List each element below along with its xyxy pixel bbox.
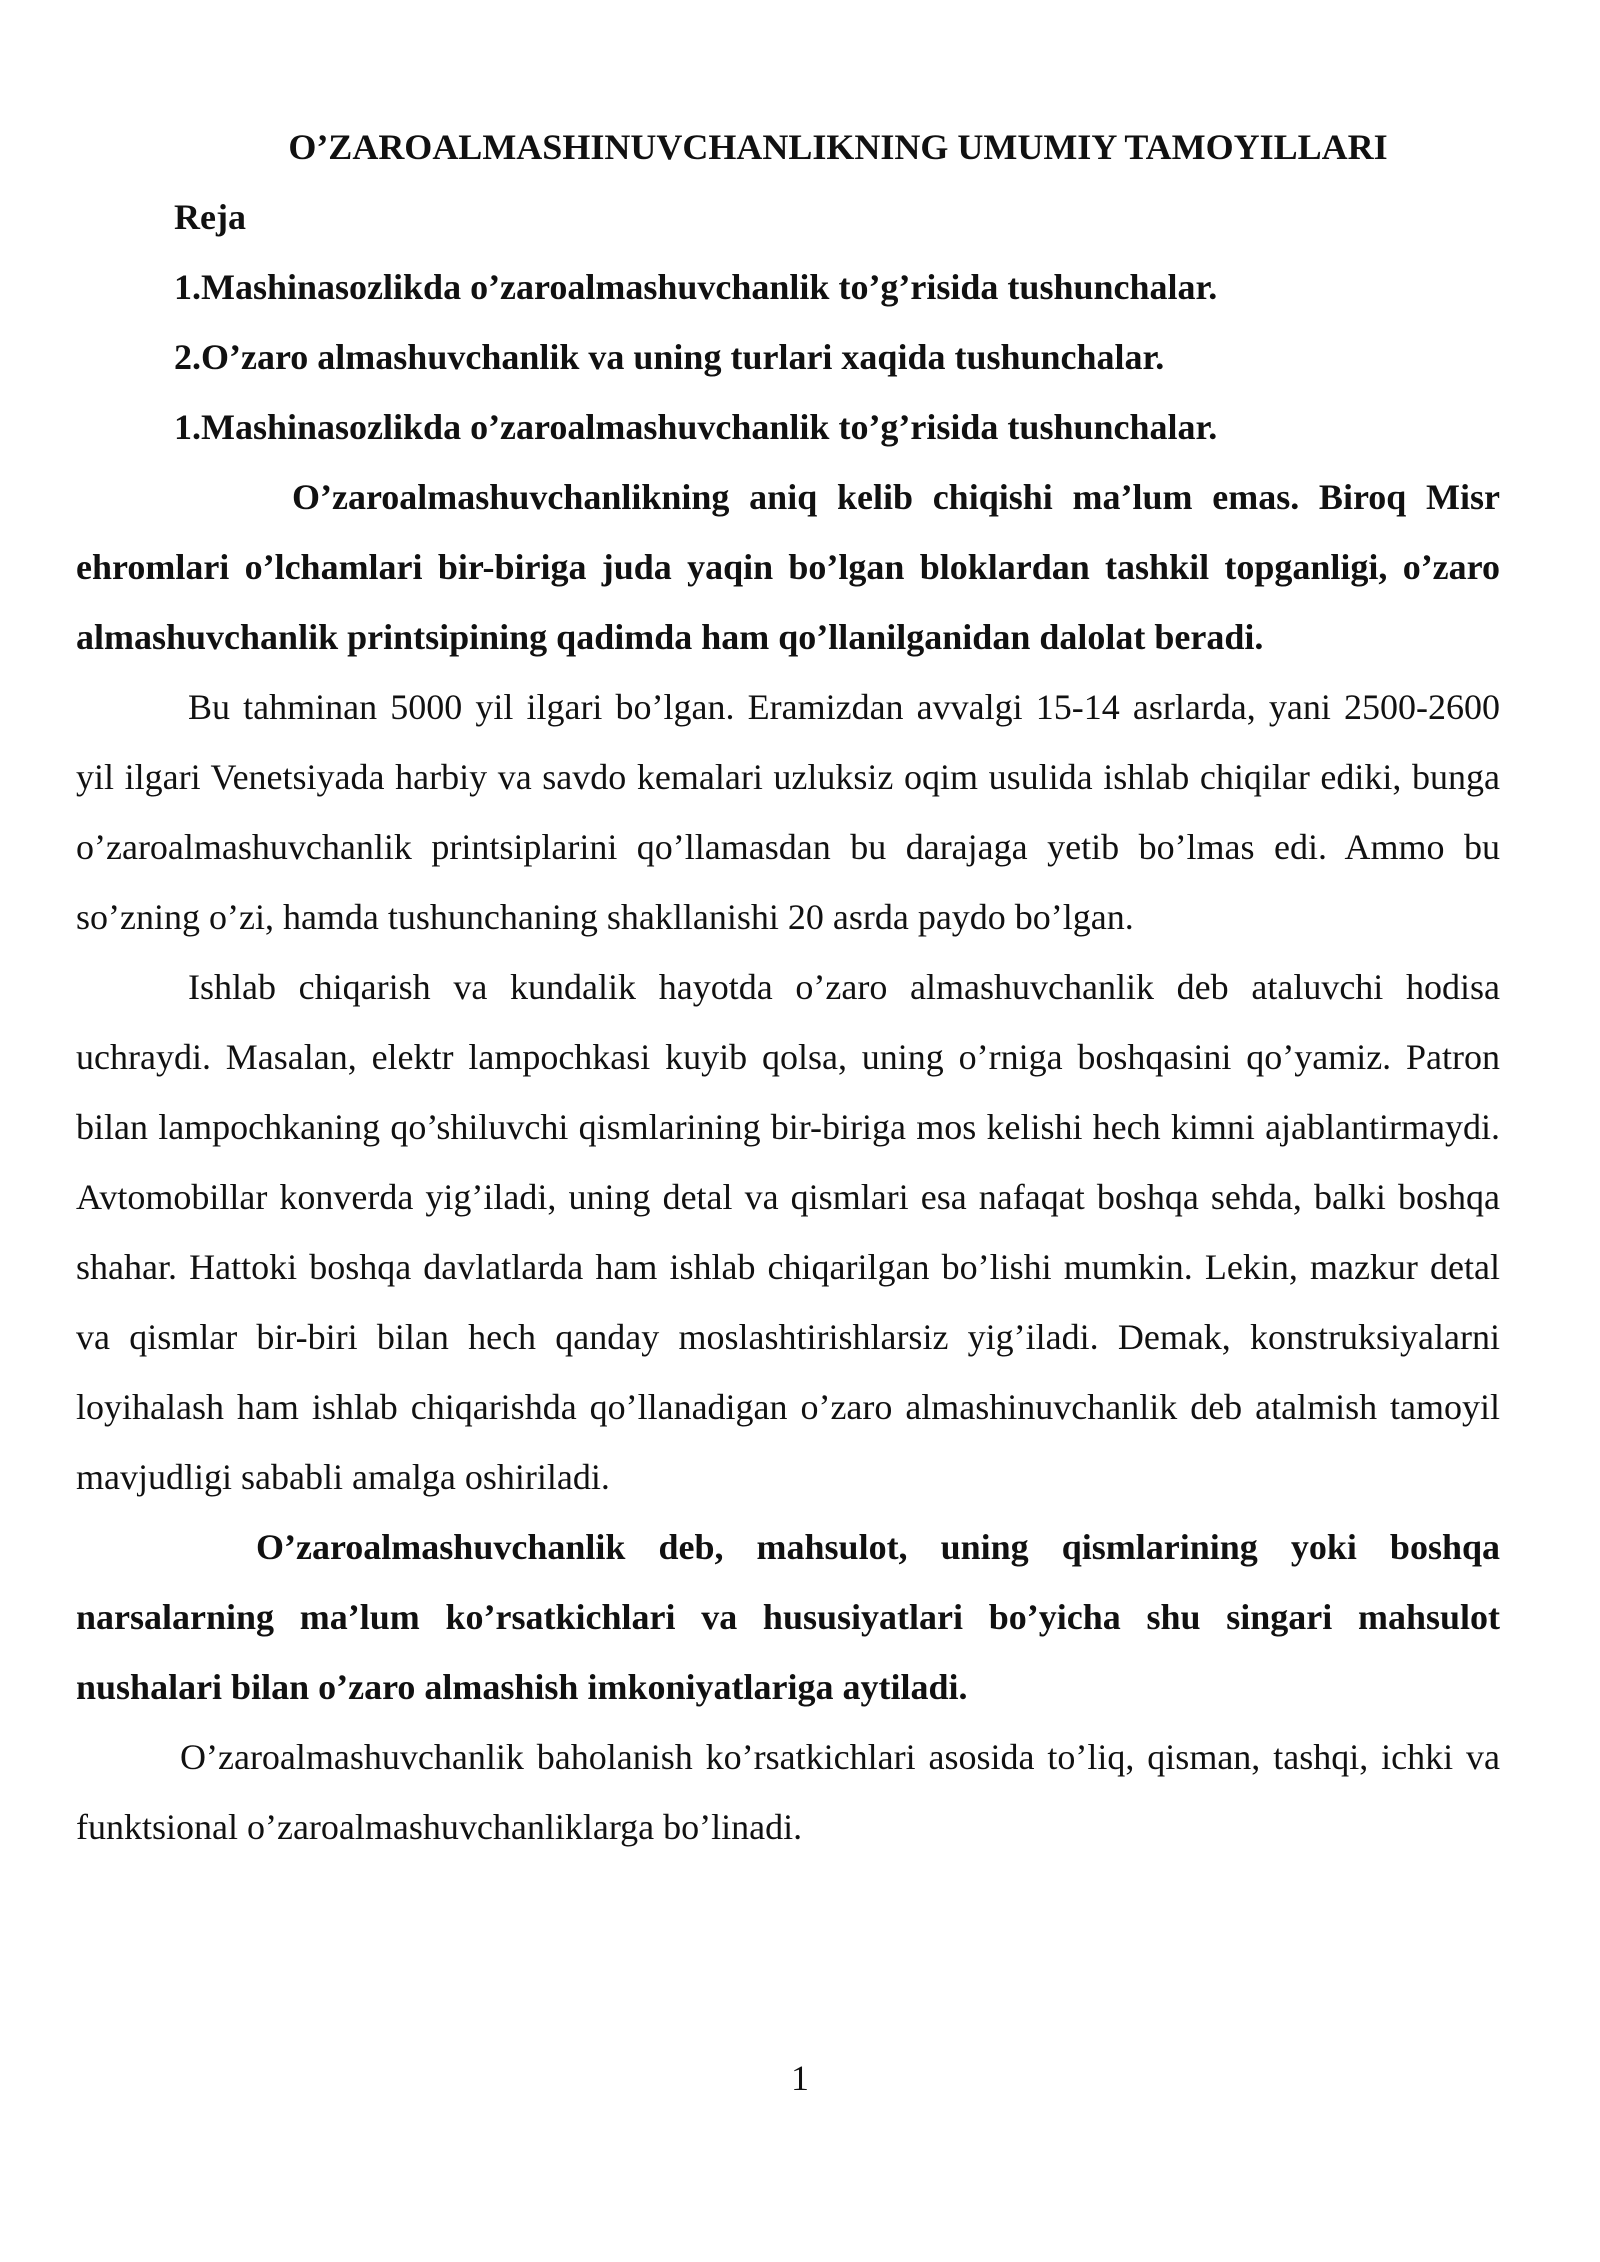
plan-item-1: 1.Mashinasozlikda o’zaroalmashuvchanlik to’g’risida tushunchalar. [174,267,1218,307]
plan-item-2: 2.O’zaro almashuvchanlik va uning turlari xaqida tushunchalar. [174,337,1165,377]
plan-heading: Reja [174,197,246,237]
document-page [76,112,1500,1862]
paragraph-origin: O’zaroalmashuvchanlikning aniq kelib chiqishi ma’lum emas. Biroq Misr ehromlari o’lchamlari bir-biriga juda yaqin bo’lgan bloklardan tashkil topganligi, o’zaro almashuvchanlik printsipining qadimda ham qo’llanilganidan dalolat beradi. [76,477,1500,657]
paragraph-history: Bu tahminan 5000 yil ilgari bo’lgan. Eramizdan avvalgi 15-14 asrlarda, yani 2500-2600 yil ilgari Venetsiyada harbiy va savdo kemalari uzluksiz oqim usulida ishlab chiqilar ediki, bunga o’zaroalmashuvchanlik printsiplarini qo’llamasdan bu darajaga yetib bo’lmas edi. Ammo bu so’zning o’zi, hamda tushunchaning shakllanishi 20 asrda paydo bo’lgan. [76,687,1500,937]
paragraph-definition: O’zaroalmashuvchanlik deb, mahsulot, uning qismlarining yoki boshqa narsalarning ma’lum ko’rsatkichlari va hususiyatlari bo’yicha shu singari mahsulot nushalari bilan o’zaro almashish imkoniyatlariga aytiladi. [76,1527,1500,1707]
paragraph-examples: Ishlab chiqarish va kundalik hayotda o’zaro almashuvchanlik deb ataluvchi hodisa uchraydi. Masalan, elektr lampochkasi kuyib qolsa, uning o’rniga boshqasini qo’yamiz. Patron bilan lampochkaning qo’shiluvchi qismlarining bir-biriga mos kelishi hech kimni ajablantirmaydi. Avtomobillar konverda yig’iladi, uning detal va qismlari esa nafaqat boshqa sehda, balki boshqa shahar. Hattoki boshqa davlatlarda ham ishlab chiqarilgan bo’lishi mumkin. Lekin, mazkur detal va qismlar bir-biri bilan hech qanday moslashtirishlarsiz yig’iladi. Demak, konstruksiyalarni loyihalash ham ishlab chiqarishda qo’llanadigan o’zaro almashinuvchanlik deb atalmish tamoyil mavjudligi sababli amalga oshiriladi. [76,967,1500,1497]
paragraph-classification: O’zaroalmashuvchanlik baholanish ko’rsatkichlari asosida to’liq, qisman, tashqi, ichki va funktsional o’zaroalmashuvchanliklarga bo’linadi. [76,1737,1500,1847]
section-heading: 1.Mashinasozlikda o’zaroalmashuvchanlik to’g’risida tushunchalar. [174,407,1218,447]
document-title: O’ZAROALMASHINUVCHANLIKNING UMUMIY TAMOYILLARI [288,127,1388,167]
page-number: 1 [791,2058,809,2098]
